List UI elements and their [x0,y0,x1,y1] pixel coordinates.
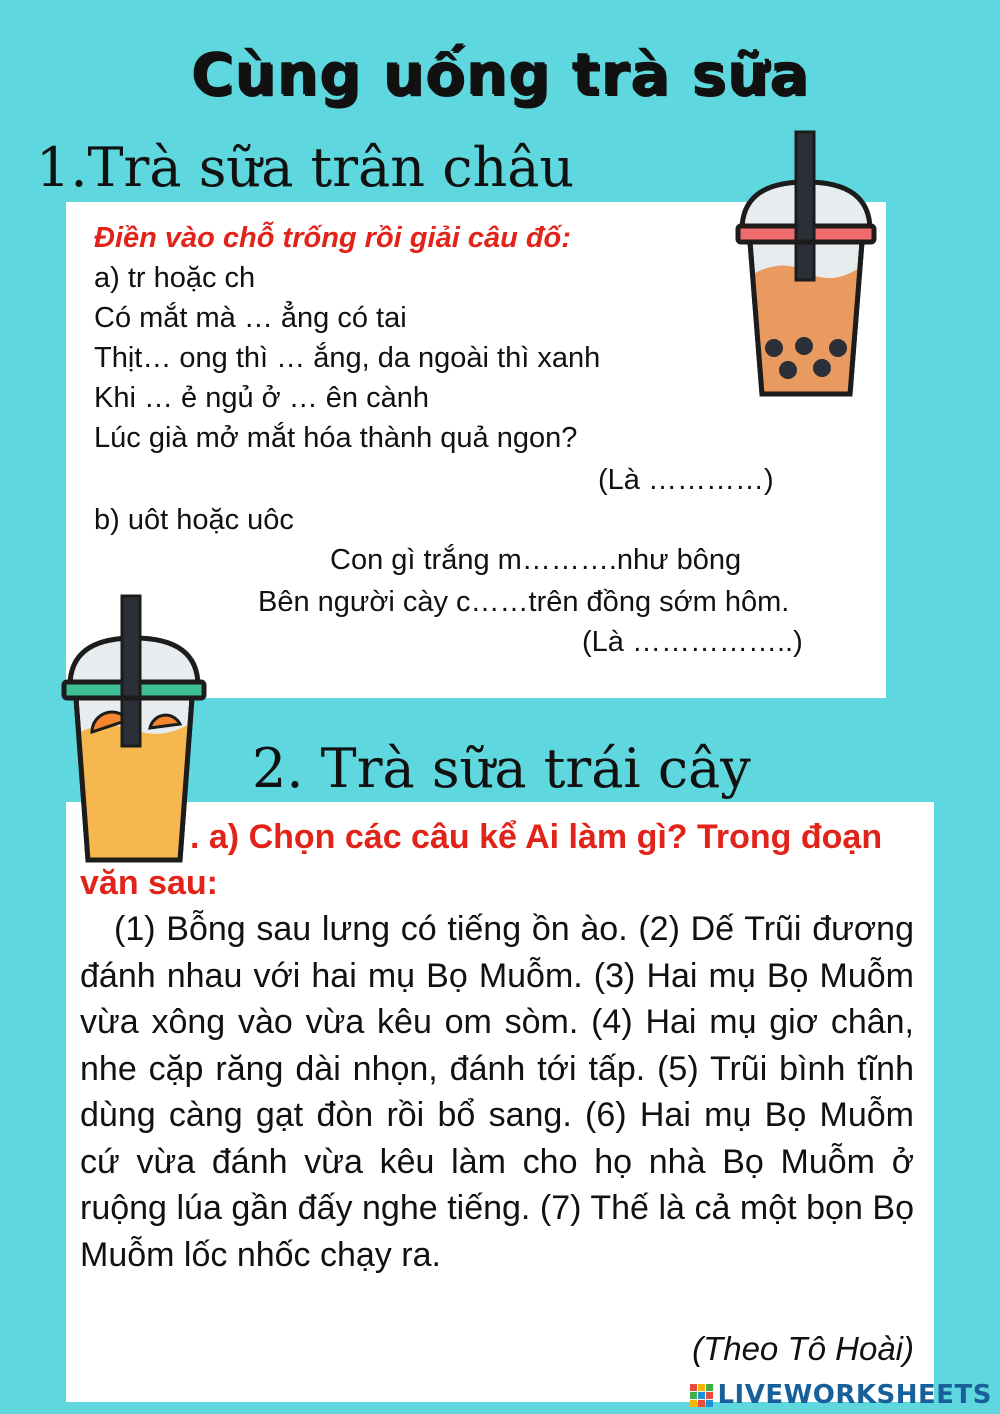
part-b-label: b) uôt hoặc uôc [94,504,294,536]
question-text: . a) Chọn các câu kể Ai làm gì? Trong đoạn văn sau: [80,818,883,902]
section-2-panel [66,802,934,1402]
section-1-heading: 1.Trà sữa trân châu [36,136,575,199]
credit-text: (Theo Tô Hoài) [692,1330,914,1367]
riddle-a-line-2: Thịt… ong thì … ắng, da ngoài thì xanh [94,342,601,374]
watermark-text: LIVEWORKSHEETS [717,1380,992,1410]
instruction-text: Điền vào chỗ trống rồi giải câu đố: [94,222,571,254]
answer-a: (Là …………) [598,464,774,496]
passage-text: (1) Bỗng sau lưng có tiếng ồn ào. (2) Dế Trũi đương đánh nhau với hai mụ Bọ Muỗm. (3) Hai mụ Bọ Muỗm vừa xông vào vừa kêu om sòm. (4) Hai mụ giơ chân, nhe cặp răng dài nhọn, đánh tới tấp. (5) Trũi bình tĩnh dùng càng gạt đòn rồi bổ sang. (6) Hai mụ Bọ Muỗm cứ vừa đánh vừa kêu làm cho họ nhà Bọ Muỗm ở ruộng lúa gần đấy nghe tiếng. (7) Thế là cả một bọn Bọ Muỗm lốc nhốc chạy ra. [80,910,914,1274]
liveworksheets-watermark[interactable] [690,1380,992,1410]
section-2-heading: 2. Trà sữa trái cây [252,737,751,800]
riddle-a-line-3: Khi … ẻ ngủ ở … ên cành [94,382,429,414]
bubble-tea-cup-icon [728,128,884,400]
page-title: Cùng uống trà sữa [190,40,810,108]
riddle-b-line-2: Bên người cày c……trên đồng sớm hôm. [258,586,790,618]
fruit-tea-cup-icon [58,592,210,866]
riddle-a-line-4: Lúc già mở mắt hóa thành quả ngon? [94,422,578,454]
part-a-label: a) tr hoặc ch [94,262,256,294]
answer-b: (Là ……………..) [582,626,803,658]
liveworksheets-logo-icon [690,1384,713,1407]
riddle-b-line-1: Con gì trắng m……….như bông [330,544,742,576]
riddle-a-line-1: Có mắt mà … ẳng có tai [94,302,407,334]
